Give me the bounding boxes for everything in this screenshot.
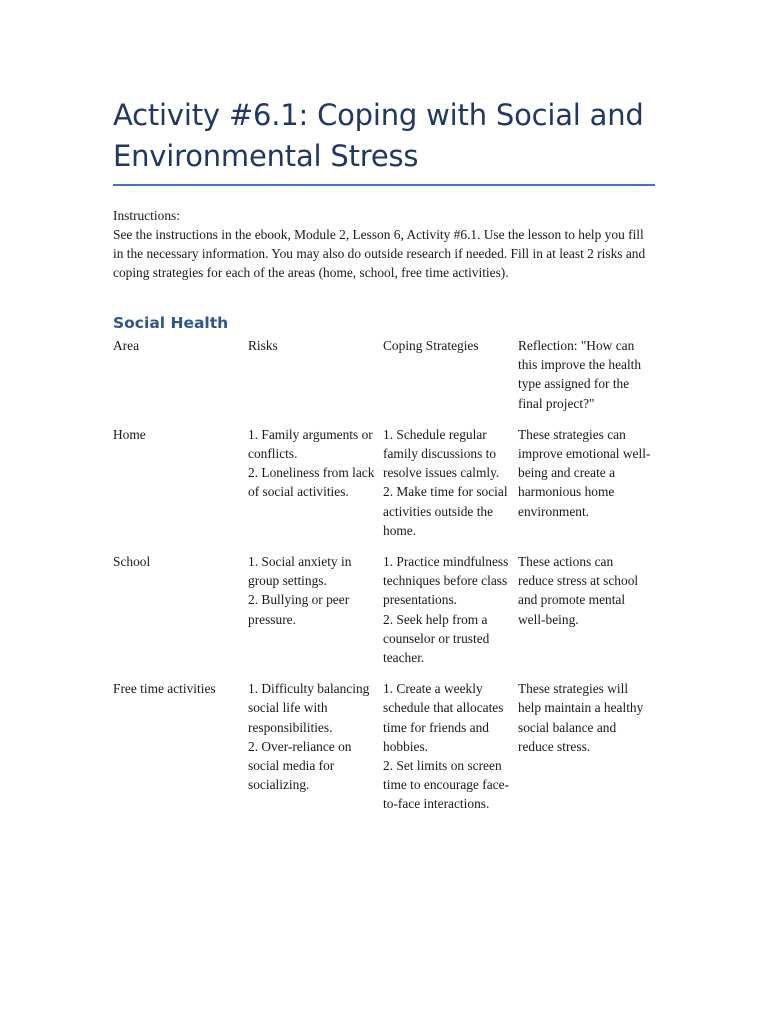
area-cell: Home: [113, 426, 146, 442]
column-header-area: Area: [113, 338, 140, 353]
section-heading-social-health: Social Health: [113, 314, 229, 332]
risks-cell: [248, 679, 383, 825]
page-title: Activity #6.1: Coping with Social and Environmental Stress: [113, 98, 644, 173]
risks-cell: [248, 552, 383, 679]
area-cell: School: [113, 554, 151, 570]
risk-item: 1. Family arguments or conflicts.: [248, 426, 373, 462]
table-row-school: [113, 552, 655, 679]
column-header-reflection: Reflection: "How can this improve the health type assigned for the final project?": [518, 338, 642, 411]
title-underline: [113, 184, 655, 186]
table-row-home: [113, 425, 655, 552]
coping-cell: [383, 552, 518, 679]
coping-item: 2. Make time for social activities outside the home.: [383, 484, 508, 538]
reflection-cell: These actions can reduce stress at school and promote mental well-being.: [518, 554, 639, 627]
instructions-label: Instructions:: [113, 208, 180, 223]
risk-item: 2. Loneliness from lack of social activities.: [248, 465, 375, 500]
social-health-table: [113, 336, 655, 826]
column-header-risks: Risks: [248, 338, 278, 353]
instructions-block: [113, 206, 655, 282]
column-header-coping: Coping Strategies: [383, 338, 479, 353]
table-header-row: [113, 336, 655, 425]
coping-cell: [383, 679, 518, 825]
coping-item: 1. Create a weekly schedule that allocates time for friends and hobbies.: [383, 681, 504, 754]
risk-item: 2. Over-reliance on social media for socializing.: [248, 738, 352, 793]
reflection-cell: These strategies will help maintain a healthy social balance and reduce stress.: [518, 681, 644, 754]
coping-item: 2. Set limits on screen time to encourage face-to-face interactions.: [383, 758, 510, 812]
risk-item: 1. Difficulty balancing social life with responsibilities.: [248, 681, 370, 735]
area-cell: Free time activities: [113, 681, 216, 697]
reflection-cell: These strategies can improve emotional well-being and create a harmonious home environment.: [518, 426, 651, 519]
coping-item: 2. Seek help from a counselor or trusted teacher.: [383, 611, 490, 666]
risk-item: 2. Bullying or peer pressure.: [248, 592, 350, 627]
document-page: [113, 0, 655, 826]
coping-cell: [383, 425, 518, 552]
table-row-free-time: [113, 679, 655, 825]
risk-item: 1. Social anxiety in group settings.: [248, 554, 352, 589]
instructions-text: See the instructions in the ebook, Module 2, Lesson 6, Activity #6.1. Use the lesson to help you fill in the necessary information. You may also do outside research if needed. Fill in at least 2 risks and coping strategies for each of the areas (home, school, free time activities).: [113, 227, 646, 280]
coping-item: 1. Schedule regular family discussions to resolve issues calmly.: [383, 426, 500, 481]
coping-item: 1. Practice mindfulness techniques before class presentations.: [383, 554, 509, 608]
risks-cell: [248, 425, 383, 552]
